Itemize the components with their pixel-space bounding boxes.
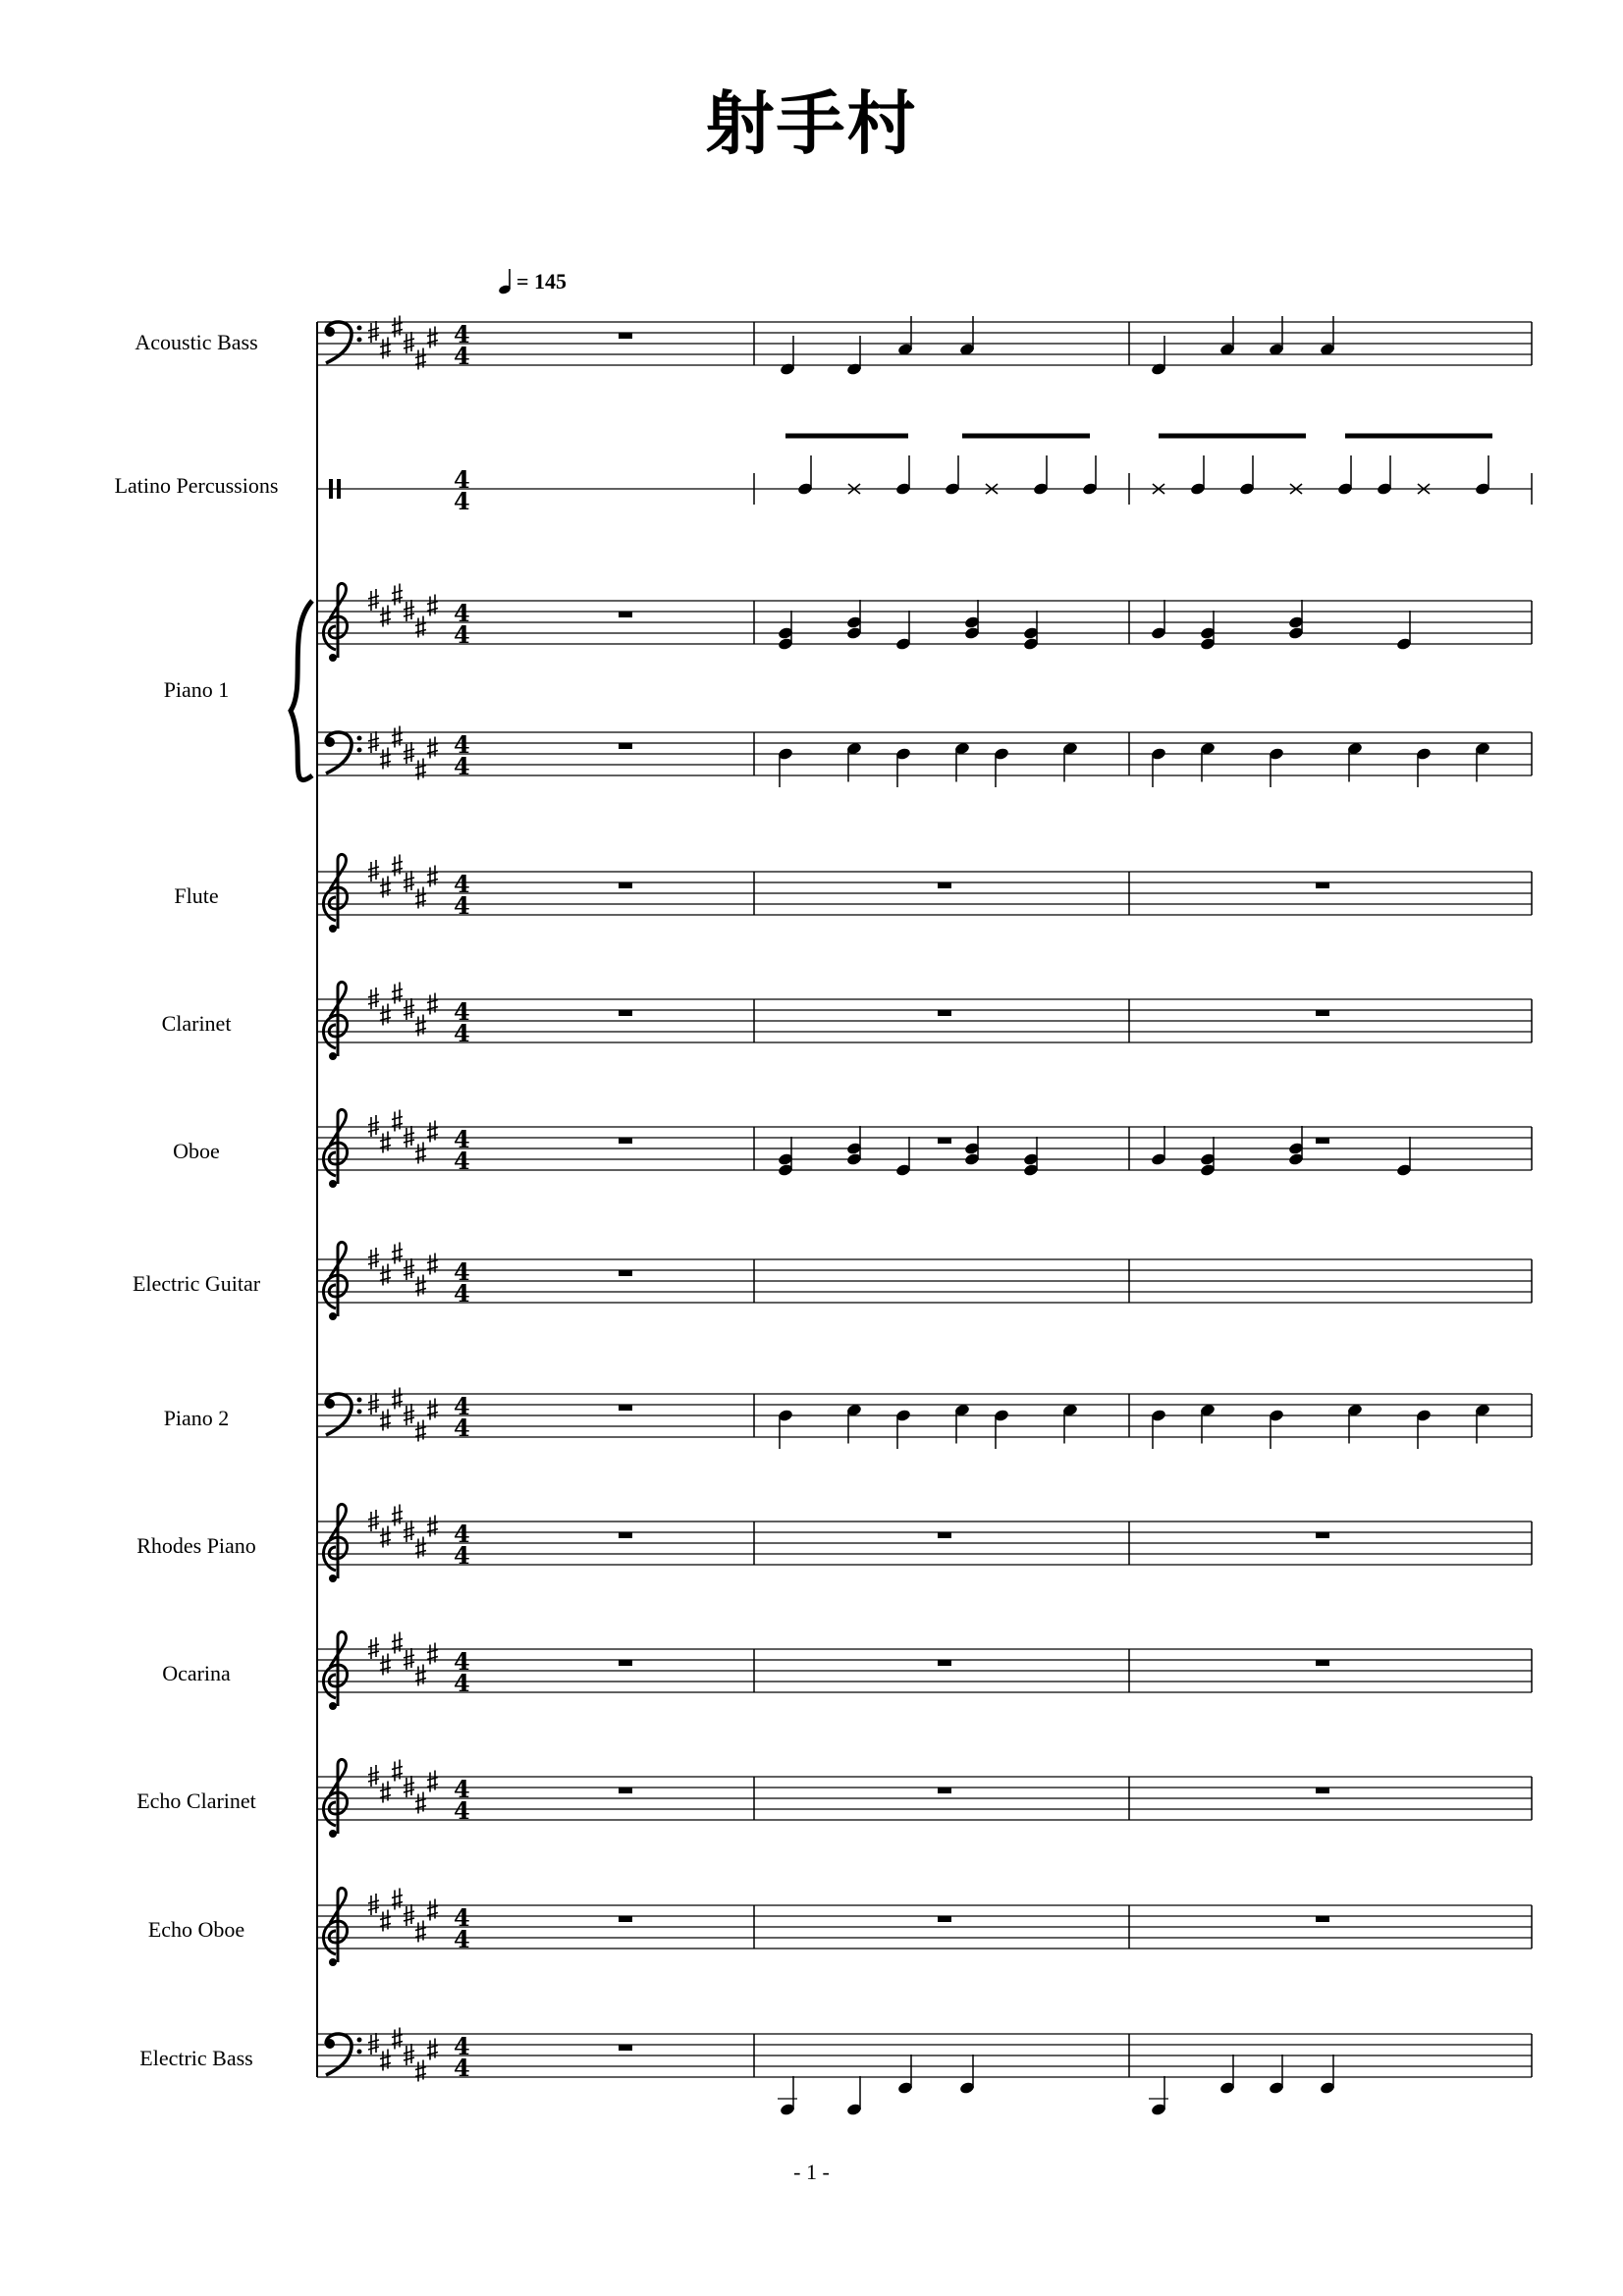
treble-clef-dot	[329, 925, 337, 933]
bass-clef-dot	[357, 1410, 362, 1415]
sharp-sign	[392, 1110, 403, 1132]
time-signature-bottom: 4	[454, 342, 470, 370]
sharp-sign	[427, 2039, 438, 2060]
sharp-sign	[427, 1399, 438, 1420]
time-signature-top: 4	[454, 320, 470, 348]
sharp-sign	[392, 1388, 403, 1410]
time-signature-top: 4	[454, 997, 470, 1026]
whole-rest	[619, 612, 632, 617]
sharp-sign	[427, 595, 438, 616]
sharp-sign	[415, 616, 426, 638]
sharp-sign	[380, 2050, 391, 2071]
sharp-sign	[415, 1537, 426, 1559]
sharp-sign	[415, 1015, 426, 1037]
whole-rest	[938, 1532, 951, 1538]
instrument-label: Acoustic Bass	[135, 330, 258, 354]
sharp-sign	[392, 1760, 403, 1782]
sharp-sign	[404, 998, 414, 1020]
sharp-sign	[427, 1643, 438, 1665]
whole-rest	[1316, 1138, 1329, 1144]
treble-clef	[323, 854, 347, 929]
treble-clef	[323, 1109, 347, 1184]
sharp-sign	[368, 1894, 379, 1915]
sharp-sign	[404, 742, 414, 764]
instrument-label: Flute	[174, 883, 219, 908]
sharp-sign	[392, 1243, 403, 1264]
bass-clef-dot	[325, 327, 335, 337]
bass-clef-dot	[325, 737, 335, 747]
bass-clef-dot	[357, 2050, 362, 2055]
instrument-label: Oboe	[173, 1139, 220, 1163]
sharp-sign	[415, 887, 426, 909]
page-number: - 1 -	[793, 2160, 830, 2184]
whole-rest	[938, 1916, 951, 1922]
whole-rest	[619, 1532, 632, 1538]
sharp-sign	[415, 1143, 426, 1164]
whole-rest	[619, 2045, 632, 2051]
treble-clef-dot	[329, 1180, 337, 1188]
sharp-sign	[427, 866, 438, 887]
sharp-sign	[427, 1516, 438, 1537]
whole-rest	[1316, 1532, 1329, 1538]
sharp-sign	[404, 332, 414, 353]
sharp-sign	[380, 1782, 391, 1803]
sharp-sign	[392, 584, 403, 606]
sharp-sign	[380, 1132, 391, 1153]
instrument-label: Clarinet	[161, 1011, 232, 1036]
bass-clef-dot	[357, 2038, 362, 2043]
whole-rest	[938, 1010, 951, 1016]
time-signature-bottom: 4	[454, 1669, 470, 1697]
sharp-sign	[392, 1632, 403, 1654]
sharp-sign	[368, 589, 379, 611]
sharp-sign	[427, 1121, 438, 1143]
treble-clef-dot	[329, 1052, 337, 1060]
sharp-sign	[380, 1526, 391, 1548]
sharp-sign	[404, 1904, 414, 1926]
time-signature-bottom: 4	[454, 891, 470, 920]
tempo-text: = 145	[516, 269, 568, 294]
sharp-sign	[415, 759, 426, 780]
percussion-clef	[329, 479, 333, 499]
whole-rest	[1316, 882, 1329, 888]
sharp-sign	[427, 993, 438, 1015]
time-signature-top: 4	[454, 1125, 470, 1153]
time-signature-top: 4	[454, 1775, 470, 1803]
instrument-label: Electric Guitar	[132, 1271, 261, 1296]
whole-rest	[938, 1788, 951, 1793]
treble-clef-dot	[329, 1575, 337, 1582]
sharp-sign	[415, 348, 426, 370]
bass-clef-dot	[357, 736, 362, 741]
treble-clef	[323, 1759, 347, 1834]
sharp-sign	[392, 1505, 403, 1526]
treble-clef	[323, 982, 347, 1056]
instrument-label: Ocarina	[162, 1661, 231, 1685]
sharp-sign	[427, 1899, 438, 1921]
treble-clef	[323, 583, 347, 658]
whole-rest	[619, 743, 632, 749]
whole-rest	[619, 1660, 632, 1666]
time-signature-bottom: 4	[454, 1279, 470, 1308]
whole-rest	[1316, 1788, 1329, 1793]
sharp-sign	[368, 1765, 379, 1787]
piano-brace	[291, 601, 312, 780]
sharp-sign	[368, 988, 379, 1009]
sharp-sign	[380, 1654, 391, 1676]
time-signature-top: 4	[454, 1392, 470, 1420]
whole-rest	[1316, 1916, 1329, 1922]
sharp-sign	[415, 1921, 426, 1943]
time-signature-top: 4	[454, 599, 470, 627]
percussion-clef	[337, 479, 341, 499]
time-signature-bottom: 4	[454, 487, 470, 515]
sharp-sign	[415, 1665, 426, 1686]
sharp-sign	[404, 1258, 414, 1280]
whole-rest	[938, 882, 951, 888]
bass-clef-dot	[357, 338, 362, 343]
sharp-sign	[380, 1264, 391, 1286]
instrument-label: Echo Clarinet	[136, 1789, 256, 1813]
time-signature-bottom: 4	[454, 1019, 470, 1047]
sharp-sign	[380, 606, 391, 627]
whole-rest	[619, 1916, 632, 1922]
sharp-sign	[368, 731, 379, 753]
whole-rest	[619, 333, 632, 339]
whole-rest	[1316, 1010, 1329, 1016]
time-signature-bottom: 4	[454, 1925, 470, 1953]
sharp-sign	[427, 1771, 438, 1792]
sharp-sign	[368, 1248, 379, 1269]
bass-clef-dot	[357, 1398, 362, 1403]
time-signature-bottom: 4	[454, 1796, 470, 1825]
bass-clef-dot	[357, 748, 362, 753]
time-signature-bottom: 4	[454, 1414, 470, 1442]
time-signature-top: 4	[454, 2032, 470, 2060]
sharp-sign	[415, 1792, 426, 1814]
sharp-sign	[404, 871, 414, 892]
sharp-sign	[368, 1637, 379, 1659]
sharp-sign	[427, 1254, 438, 1275]
time-signature-top: 4	[454, 465, 470, 494]
time-signature-bottom: 4	[454, 2054, 470, 2082]
instrument-label: Piano 2	[163, 1406, 230, 1430]
time-signature-bottom: 4	[454, 752, 470, 780]
whole-rest	[619, 1788, 632, 1793]
treble-clef-dot	[329, 1830, 337, 1838]
sharp-sign	[368, 1393, 379, 1415]
sharp-sign	[415, 1420, 426, 1442]
sharp-sign	[368, 1115, 379, 1137]
treble-clef-dot	[329, 1958, 337, 1966]
sharp-sign	[380, 1410, 391, 1431]
treble-clef-dot	[329, 1702, 337, 1710]
sharp-sign	[380, 1004, 391, 1026]
time-signature-bottom: 4	[454, 620, 470, 649]
whole-rest	[938, 1660, 951, 1666]
sharp-sign	[404, 1521, 414, 1542]
treble-clef	[323, 1631, 347, 1706]
instrument-label: Rhodes Piano	[136, 1533, 256, 1558]
time-signature-top: 4	[454, 1903, 470, 1932]
sharp-sign	[368, 1510, 379, 1531]
whole-rest	[619, 1010, 632, 1016]
sharp-sign	[392, 2028, 403, 2050]
instrument-label: Latino Percussions	[114, 473, 279, 498]
whole-rest	[619, 1405, 632, 1411]
sharp-sign	[392, 983, 403, 1004]
sharp-sign	[404, 1126, 414, 1148]
treble-clef	[323, 1242, 347, 1316]
treble-clef	[323, 1888, 347, 1962]
whole-rest	[619, 882, 632, 888]
sharp-sign	[380, 338, 391, 359]
sharp-sign	[368, 321, 379, 343]
sharp-sign	[380, 748, 391, 770]
score-title: 射手村	[705, 83, 918, 164]
sharp-sign	[392, 1889, 403, 1910]
time-signature-top: 4	[454, 730, 470, 759]
sharp-sign	[404, 1776, 414, 1797]
time-signature-top: 4	[454, 1647, 470, 1676]
whole-rest	[619, 1270, 632, 1276]
instrument-label: Piano 1	[163, 677, 230, 702]
sharp-sign	[404, 1404, 414, 1425]
treble-clef	[323, 1504, 347, 1578]
sharp-sign	[392, 855, 403, 877]
sharp-sign	[404, 2044, 414, 2065]
sharp-sign	[415, 2060, 426, 2082]
whole-rest	[619, 1138, 632, 1144]
time-signature-top: 4	[454, 1257, 470, 1286]
time-signature-top: 4	[454, 1520, 470, 1548]
bass-clef-dot	[325, 1399, 335, 1409]
treble-clef-dot	[329, 654, 337, 662]
sharp-sign	[368, 860, 379, 881]
instrument-label: Echo Oboe	[147, 1917, 245, 1942]
treble-clef-dot	[329, 1312, 337, 1320]
sharp-sign	[404, 1648, 414, 1670]
sharp-sign	[415, 1275, 426, 1297]
sharp-sign	[368, 2033, 379, 2055]
sharp-sign	[392, 316, 403, 338]
sharp-sign	[404, 600, 414, 621]
sharp-sign	[380, 877, 391, 898]
whole-rest	[1316, 1660, 1329, 1666]
bass-clef-dot	[357, 326, 362, 331]
instrument-label: Electric Bass	[139, 2046, 253, 2070]
sharp-sign	[380, 1910, 391, 1932]
bass-clef-dot	[325, 2039, 335, 2049]
time-signature-top: 4	[454, 870, 470, 898]
time-signature-bottom: 4	[454, 1147, 470, 1175]
sharp-sign	[392, 726, 403, 748]
time-signature-bottom: 4	[454, 1541, 470, 1570]
sharp-sign	[427, 737, 438, 759]
whole-rest	[938, 1138, 951, 1144]
sharp-sign	[427, 327, 438, 348]
